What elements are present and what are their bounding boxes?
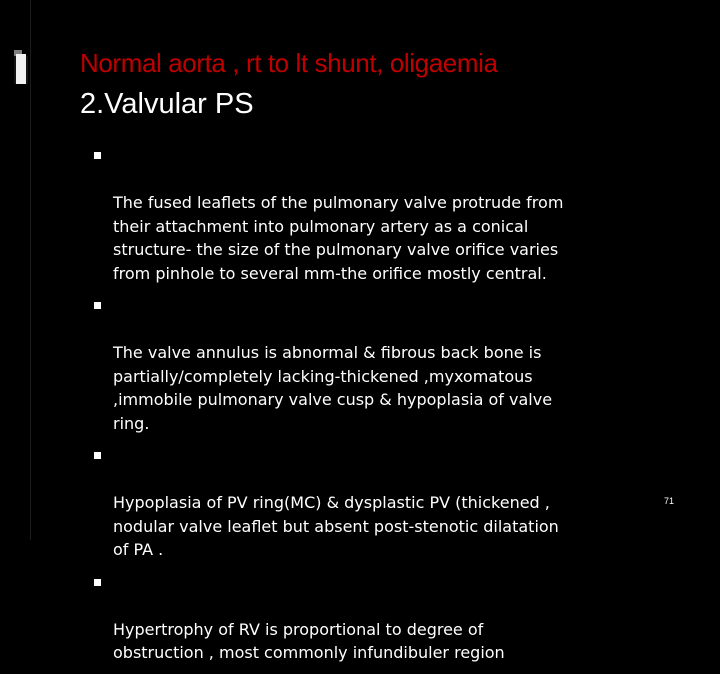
square-bullet-icon (94, 152, 101, 159)
bullet-text: Hypertrophy of RV is proportional to degree of obstruction , most commonly infundibuler region (113, 619, 505, 662)
bullet-text: The fused leaflets of the pulmonary valve protrude from their attachment into pulmonary artery as a conical structure- the size of the pulmonary valve orifice varies from pinhole to several mm-the orifice mostly central. (113, 193, 564, 283)
bullet-text: Hypoplasia of PV ring(MC) & dysplastic PV (thickened , nodular valve leaflet but absent post-stenotic dilatation of PA . (113, 493, 559, 559)
bullet-item (94, 571, 694, 665)
bullet-item (94, 144, 694, 285)
bullet-item (94, 294, 694, 435)
bullet-text: The valve annulus is abnormal & fibrous back bone is partially/completely lacking-thickened ,myxomatous ,immobile pulmonary valve cusp & hypoplasia of valve ring. (113, 343, 553, 433)
bullet-item (94, 444, 694, 562)
page-number: 71 (664, 496, 675, 506)
square-bullet-icon (94, 452, 101, 459)
slide-title-line1: Normal aorta , rt to lt shunt, oligaemia (80, 48, 498, 78)
slide-title-line2: 2.Valvular PS (80, 88, 254, 120)
decorative-accent-white (16, 54, 26, 84)
bullet-list (94, 144, 694, 674)
square-bullet-icon (94, 579, 101, 586)
square-bullet-icon (94, 302, 101, 309)
